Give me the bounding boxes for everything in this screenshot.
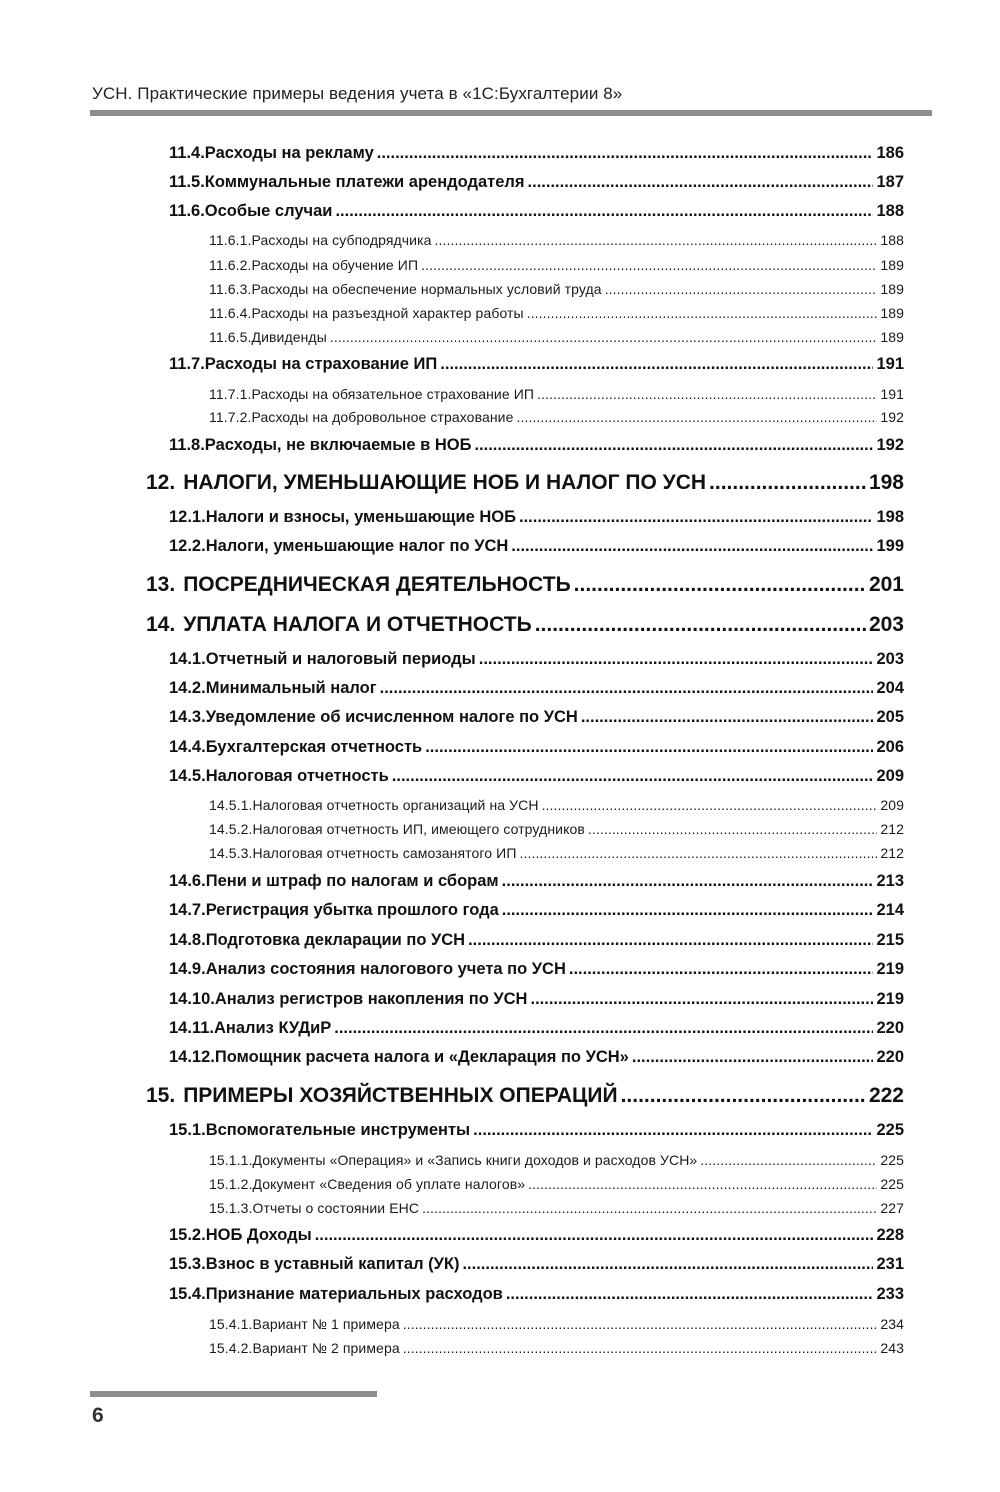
toc-entry[interactable] — [209, 232, 904, 248]
toc-entry-number: 15.3. — [169, 1254, 206, 1273]
dot-leader — [468, 931, 873, 950]
toc-entry-page: 215 — [876, 930, 904, 949]
toc-entry[interactable] — [209, 409, 904, 425]
toc-entry-title: Налоговая отчетность самозанятого ИП — [252, 844, 517, 861]
toc-entry-number: 15.2. — [169, 1225, 206, 1244]
toc-entry-title: Дивиденды — [251, 328, 327, 345]
toc-entry[interactable] — [169, 1048, 904, 1067]
toc-entry-page: 189 — [880, 304, 904, 321]
toc-entry-number: 14.1. — [169, 649, 206, 668]
toc-entry-number: 14.8. — [169, 930, 206, 949]
toc-entry-page: 219 — [876, 989, 904, 1008]
toc-entry-number: 14.6. — [169, 871, 206, 890]
dot-leader — [588, 821, 877, 837]
toc-entry[interactable] — [209, 257, 904, 273]
dot-leader — [632, 1048, 874, 1067]
toc-entry[interactable] — [169, 537, 904, 556]
toc-entry-number: 11.6. — [169, 201, 205, 220]
toc-entry-page: 198 — [868, 471, 904, 495]
toc-entry-page: 189 — [880, 328, 904, 345]
toc-entry[interactable] — [209, 821, 904, 837]
toc-entry[interactable] — [209, 1152, 904, 1168]
dot-leader — [377, 144, 874, 163]
toc-entry-page: 209 — [880, 796, 904, 813]
toc-entry-title: Уведомление об исчисленном налоге по УСН — [205, 707, 578, 726]
toc-entry-page: 206 — [876, 737, 904, 756]
toc-entry-title: Особые случаи — [204, 201, 333, 220]
toc-entry-number: 11.7. — [169, 354, 205, 373]
dot-leader — [519, 508, 873, 527]
toc-entry-title: ПРИМЕРЫ ХОЗЯЙСТВЕННЫХ ОПЕРАЦИЙ — [183, 1084, 618, 1108]
toc-entry-page: 212 — [880, 820, 904, 837]
dot-leader — [474, 436, 873, 455]
toc-entry-page: 227 — [880, 1199, 904, 1216]
page-number: 6 — [92, 1404, 104, 1427]
toc-entry-title: Документ «Сведения об уплате налогов» — [252, 1175, 526, 1192]
dot-leader — [479, 650, 874, 669]
toc-entry-title: Налоги, уменьшающие налог по УСН — [205, 536, 509, 555]
header-rule — [90, 110, 932, 116]
toc-entry-page: 187 — [876, 172, 904, 191]
toc-entry-title: Налоговая отчетность ИП, имеющего сотрудников — [252, 820, 585, 837]
toc-entry-page: 212 — [880, 844, 904, 861]
toc-entry-page: 225 — [880, 1151, 904, 1168]
toc-entry[interactable] — [169, 1285, 904, 1304]
toc-entry-number: 14.2. — [169, 678, 206, 697]
dot-leader — [422, 1200, 877, 1216]
toc-entry-number: 12. — [146, 471, 176, 495]
toc-entry[interactable] — [169, 144, 904, 163]
toc-entry[interactable] — [169, 1019, 904, 1038]
toc-entry-title: Вариант № 1 примера — [252, 1315, 400, 1332]
toc-entry-page: 203 — [876, 649, 904, 668]
toc-entry-number: 11.8. — [169, 435, 205, 454]
toc-entry-page: 219 — [876, 959, 904, 978]
toc-entry-title: Регистрация убытка прошлого года — [205, 900, 499, 919]
toc-entry[interactable] — [209, 845, 904, 861]
toc-entry-title: Налоговая отчетность — [205, 766, 389, 785]
toc-entry[interactable] — [169, 1226, 904, 1245]
toc-entry-page: 233 — [876, 1284, 904, 1303]
toc-entry-page: 189 — [880, 280, 904, 297]
toc-entry-number: 15.1.1. — [209, 1151, 253, 1168]
toc-entry-page: 192 — [876, 435, 904, 454]
toc-entry-title: Анализ состояния налогового учета по УСН — [205, 959, 566, 978]
toc-entry-title: Вариант № 2 примера — [252, 1339, 400, 1356]
toc-entry-number: 15.1.3. — [209, 1199, 253, 1216]
toc-entry[interactable] — [169, 901, 904, 920]
toc-entry-number: 13. — [146, 573, 176, 597]
toc-entry[interactable] — [169, 960, 904, 979]
toc-entry-title: Расходы на добровольное страхование — [251, 408, 514, 425]
toc-entry-number: 14.5.2. — [209, 820, 253, 837]
toc-entry-page: 205 — [876, 707, 904, 726]
toc-entry-page: 186 — [876, 143, 904, 162]
toc-entry-title: Отчетный и налоговый периоды — [205, 649, 476, 668]
toc-entry-page: 228 — [876, 1225, 904, 1244]
toc-entry-title: УПЛАТА НАЛОГА И ОТЧЕТНОСТЬ — [183, 613, 532, 637]
dot-leader — [403, 1340, 878, 1356]
toc-entry-number: 15.4.1. — [209, 1315, 253, 1332]
toc-entry-title: ПОСРЕДНИЧЕСКАЯ ДЕЯТЕЛЬНОСТЬ — [183, 573, 571, 597]
dot-leader — [574, 573, 866, 597]
dot-leader — [421, 257, 877, 273]
toc-entry-number: 12.1. — [169, 507, 206, 526]
toc-entry-number: 11.7.1. — [209, 385, 252, 402]
toc-entry[interactable] — [169, 990, 904, 1009]
toc-entry-number: 11.4. — [169, 143, 205, 162]
toc-entry-page: 191 — [876, 354, 904, 373]
toc-entry[interactable] — [209, 1316, 904, 1332]
dot-leader — [527, 305, 878, 321]
toc-entry-page: 198 — [876, 507, 904, 526]
toc-entry-title: НОБ Доходы — [205, 1225, 312, 1244]
toc-entry[interactable] — [146, 471, 904, 495]
toc-entry[interactable] — [209, 1340, 904, 1356]
toc-entry-number: 15.1.2. — [209, 1175, 253, 1192]
toc-entry-number: 14. — [146, 613, 176, 637]
dot-leader — [569, 960, 874, 979]
toc-entry-page: 199 — [876, 536, 904, 555]
dot-leader — [535, 613, 866, 637]
toc-entry-title: Анализ КУДиР — [213, 1018, 332, 1037]
dot-leader — [621, 1084, 866, 1108]
toc-entry-page: 189 — [880, 256, 904, 273]
toc-entry-title: Расходы на разъездной характер работы — [251, 304, 524, 321]
toc-entry-number: 11.6.3. — [209, 280, 252, 297]
toc-entry-number: 14.7. — [169, 900, 206, 919]
toc-entry-number: 14.5.3. — [209, 844, 253, 861]
toc-entry-page: 213 — [876, 871, 904, 890]
toc-entry[interactable] — [169, 173, 904, 192]
dot-leader — [511, 537, 873, 556]
toc-entry-title: Расходы на рекламу — [204, 143, 374, 162]
toc-entry[interactable] — [169, 738, 904, 757]
dot-leader — [502, 872, 874, 891]
toc-entry-number: 11.6.4. — [209, 304, 252, 321]
toc-entry-page: 214 — [876, 900, 904, 919]
toc-entry-number: 14.10. — [169, 989, 215, 1008]
toc-entry[interactable] — [169, 202, 904, 221]
toc-entry-page: 209 — [876, 766, 904, 785]
toc-entry-number: 15. — [146, 1084, 176, 1108]
toc-entry-title: Расходы, не включаемые в НОБ — [204, 435, 472, 454]
toc-entry-page: 203 — [868, 613, 904, 637]
toc-entry[interactable] — [169, 872, 904, 891]
toc-entry-page: 188 — [876, 201, 904, 220]
toc-entry-title: Расходы на обучение ИП — [251, 256, 419, 273]
dot-leader — [519, 845, 877, 861]
toc-entry[interactable] — [146, 1084, 904, 1108]
dot-leader — [537, 386, 877, 402]
toc-entry-number: 15.4. — [169, 1284, 206, 1303]
toc-entry[interactable] — [209, 329, 904, 345]
toc-entry-page: 204 — [876, 678, 904, 697]
dot-leader — [542, 797, 878, 813]
toc-entry[interactable] — [146, 573, 904, 597]
toc-entry-number: 14.12. — [169, 1047, 215, 1066]
toc-entry[interactable] — [209, 281, 904, 297]
dot-leader — [440, 355, 873, 374]
toc-entry[interactable] — [169, 679, 904, 698]
toc-entry[interactable] — [169, 1121, 904, 1140]
dot-leader — [516, 409, 877, 425]
toc-entry-title: Коммунальные платежи арендодателя — [204, 172, 525, 191]
toc-entry-title: Отчеты о состоянии ЕНС — [252, 1199, 420, 1216]
dot-leader — [530, 990, 873, 1009]
dot-leader — [392, 767, 874, 786]
toc-entry-page: 220 — [876, 1018, 904, 1037]
toc-entry-page: 243 — [880, 1339, 904, 1356]
toc-entry-number: 12.2. — [169, 536, 206, 555]
toc-entry-title: Анализ регистров накопления по УСН — [214, 989, 528, 1008]
toc-entry[interactable] — [209, 797, 904, 813]
toc-entry-title: Расходы на обеспечение нормальных условий труда — [251, 280, 602, 297]
dot-leader — [528, 173, 874, 192]
toc-entry-title: Расходы на страхование ИП — [204, 354, 438, 373]
toc-entry-title: Документы «Операция» и «Запись книги доходов и расходов УСН» — [252, 1151, 698, 1168]
toc-entry-title: Расходы на обязательное страхование ИП — [251, 385, 535, 402]
toc-entry-number: 11.5. — [169, 172, 205, 191]
toc-entry-number: 11.6.2. — [209, 256, 252, 273]
toc-entry-title: Помощник расчета налога и «Декларация по УСН» — [214, 1047, 629, 1066]
toc-entry-title: Вспомогательные инструменты — [205, 1120, 471, 1139]
toc-entry-title: Расходы на субподрядчика — [251, 231, 432, 248]
toc-entry-number: 14.4. — [169, 737, 206, 756]
toc-entry[interactable] — [169, 436, 904, 455]
toc-entry-number: 14.5.1. — [209, 796, 253, 813]
toc-entry-title: Пени и штраф по налогам и сборам — [205, 871, 499, 890]
dot-leader — [315, 1226, 874, 1245]
dot-leader — [330, 329, 877, 345]
toc-entry[interactable] — [209, 305, 904, 321]
toc-entry-number: 14.9. — [169, 959, 206, 978]
toc-entry[interactable] — [169, 508, 904, 527]
toc-entry[interactable] — [169, 708, 904, 727]
toc-entry-page: 231 — [876, 1254, 904, 1273]
toc-entry-page: 225 — [880, 1175, 904, 1192]
toc-entry-page: 225 — [876, 1120, 904, 1139]
toc-entry-page: 234 — [880, 1315, 904, 1332]
dot-leader — [435, 232, 878, 248]
footer-rule — [90, 1391, 377, 1397]
dot-leader — [403, 1316, 878, 1332]
dot-leader — [581, 708, 874, 727]
toc-entry-number: 14.5. — [169, 766, 206, 785]
dot-leader — [605, 281, 878, 297]
toc-entry-page: 201 — [868, 573, 904, 597]
dot-leader — [473, 1121, 873, 1140]
toc-entry-number: 14.11. — [169, 1018, 214, 1037]
toc-entry-number: 11.6.5. — [209, 328, 252, 345]
toc-entry[interactable] — [209, 1200, 904, 1216]
toc-entry-page: 191 — [880, 385, 904, 402]
dot-leader — [425, 738, 873, 757]
dot-leader — [334, 1019, 873, 1038]
toc-entry[interactable] — [169, 931, 904, 950]
toc-entry[interactable] — [169, 650, 904, 669]
toc-entry-number: 11.6.1. — [209, 231, 252, 248]
toc-entry-page: 222 — [868, 1084, 904, 1108]
toc-entry[interactable] — [169, 1255, 904, 1274]
dot-leader — [462, 1255, 873, 1274]
dot-leader — [709, 471, 866, 495]
dot-leader — [335, 202, 873, 221]
dot-leader — [506, 1285, 874, 1304]
toc-entry-page: 192 — [880, 408, 904, 425]
dot-leader — [502, 901, 874, 920]
toc-entry-number: 15.1. — [169, 1120, 206, 1139]
dot-leader — [700, 1152, 877, 1168]
toc-entry[interactable] — [169, 355, 904, 374]
toc-entry-title: Подготовка декларации по УСН — [205, 930, 466, 949]
dot-leader — [528, 1176, 877, 1192]
toc-entry-number: 14.3. — [169, 707, 206, 726]
toc-entry-page: 188 — [880, 231, 904, 248]
running-head: УСН. Практические примеры ведения учета в «1С:Бухгалтерии 8» — [92, 84, 623, 103]
toc-entry[interactable] — [209, 386, 904, 402]
toc-entry-page: 220 — [876, 1047, 904, 1066]
toc-entry-title: Налоговая отчетность организаций на УСН — [252, 796, 539, 813]
toc-entry-title: Налоги и взносы, уменьшающие НОБ — [205, 507, 516, 526]
toc-entry[interactable] — [169, 767, 904, 786]
toc-entry-title: НАЛОГИ, УМЕНЬШАЮЩИЕ НОБ И НАЛОГ ПО УСН — [183, 471, 707, 495]
toc-entry-title: Признание материальных расходов — [205, 1284, 503, 1303]
toc-entry[interactable] — [146, 613, 904, 637]
toc-entry-number: 15.4.2. — [209, 1339, 253, 1356]
toc-entry-title: Взнос в уставный капитал (УК) — [205, 1254, 460, 1273]
toc-entry-title: Минимальный налог — [205, 678, 377, 697]
toc-entry-title: Бухгалтерская отчетность — [205, 737, 423, 756]
dot-leader — [380, 679, 874, 698]
toc-entry-number: 11.7.2. — [209, 408, 252, 425]
toc-entry[interactable] — [209, 1176, 904, 1192]
